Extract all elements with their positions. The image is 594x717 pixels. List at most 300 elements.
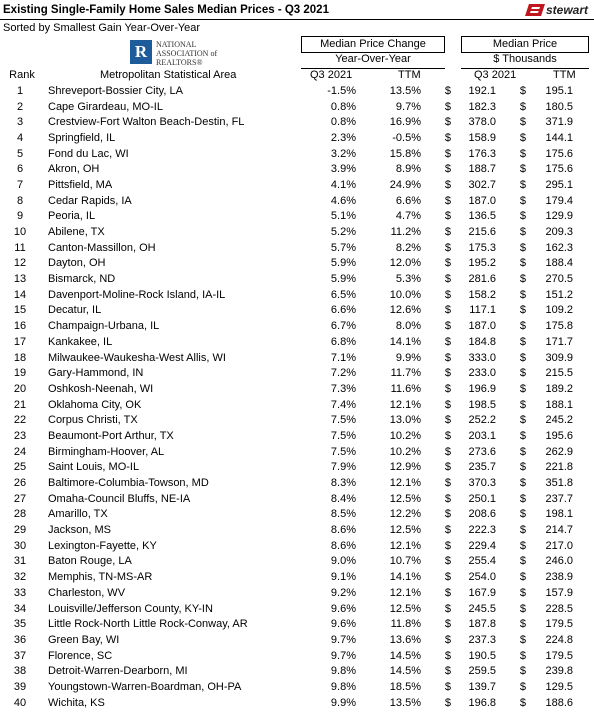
ttm-price-cell: 151.2	[545, 288, 573, 301]
q3-price-cell: 229.4	[468, 539, 496, 552]
ttm-change-cell: 12.2%	[389, 508, 421, 521]
metro-cell: Springfield, IL	[48, 131, 116, 144]
currency-cell: $	[444, 618, 451, 631]
rank-cell: 4	[16, 131, 24, 144]
rank-cell: 10	[13, 226, 27, 239]
currency-cell: $	[519, 680, 526, 693]
table-row	[0, 256, 583, 272]
ttm-change-cell: 18.5%	[389, 680, 421, 693]
page-subtitle: Sorted by Smallest Gain Year-Over-Year	[3, 22, 201, 34]
metro-cell: Crestview-Fort Walton Beach-Destin, FL	[48, 116, 245, 129]
q3-change-cell: 7.3%	[330, 382, 356, 395]
rank-cell: 18	[13, 351, 27, 364]
title-divider	[0, 19, 594, 20]
q3-change-cell: 2.3%	[330, 131, 356, 144]
q3-change-cell: 8.5%	[330, 508, 356, 521]
realtor-r-icon: R	[130, 40, 152, 64]
q3-change-cell: 3.9%	[330, 163, 356, 176]
table-row	[0, 365, 583, 381]
metro-cell: Champaign-Urbana, IL	[48, 320, 160, 333]
q3-change-cell: 9.6%	[330, 618, 356, 631]
currency-cell: $	[519, 586, 526, 599]
ttm-change-cell: 4.7%	[395, 210, 421, 223]
ttm-change-cell: 10.2%	[389, 445, 421, 458]
q3-price-cell: 259.5	[468, 665, 496, 678]
rank-cell: 25	[13, 461, 27, 474]
q3-change-cell: 7.4%	[330, 398, 356, 411]
currency-cell: $	[519, 555, 526, 568]
q3-price-cell: 176.3	[468, 147, 496, 160]
q3-price-cell: 235.7	[468, 461, 496, 474]
table-row	[0, 569, 583, 585]
ttm-price-cell: 175.6	[545, 163, 573, 176]
metro-cell: Memphis, TN-MS-AR	[48, 571, 153, 584]
currency-cell: $	[519, 618, 526, 631]
metro-cell: Abilene, TX	[48, 226, 105, 239]
rank-cell: 32	[13, 571, 27, 584]
price-subheader: $ Thousands	[493, 53, 557, 65]
currency-cell: $	[519, 461, 526, 474]
ttm-price-cell: 180.5	[545, 100, 573, 113]
currency-cell: $	[444, 100, 451, 113]
metro-cell: Milwaukee-Waukesha-West Allis, WI	[48, 351, 226, 364]
col-header-metro: Metropolitan Statistical Area	[100, 69, 237, 81]
metro-cell: Kankakee, IL	[48, 335, 113, 348]
ttm-change-cell: 10.7%	[389, 555, 421, 568]
currency-cell: $	[519, 492, 526, 505]
table-row	[0, 444, 583, 460]
metro-cell: Shreveport-Bossier City, LA	[48, 84, 183, 97]
ttm-price-cell: 175.6	[545, 147, 573, 160]
ttm-price-cell: 157.9	[545, 586, 573, 599]
q3-change-cell: 9.2%	[330, 586, 356, 599]
currency-cell: $	[519, 665, 526, 678]
table-row	[0, 240, 583, 256]
metro-cell: Cedar Rapids, IA	[48, 194, 132, 207]
q3-change-cell: 7.1%	[330, 351, 356, 364]
currency-cell: $	[519, 367, 526, 380]
ttm-price-cell: 270.5	[545, 273, 573, 286]
q3-price-cell: 139.7	[468, 680, 496, 693]
group-header-price-change: Median Price Change	[301, 36, 445, 53]
q3-price-cell: 370.3	[468, 477, 496, 490]
ttm-change-cell: 11.8%	[390, 618, 421, 631]
q3-price-cell: 117.1	[469, 304, 496, 317]
q3-price-cell: 187.0	[468, 320, 496, 333]
metro-cell: Davenport-Moline-Rock Island, IA-IL	[48, 288, 226, 301]
ttm-price-cell: 188.1	[545, 398, 573, 411]
table-row	[0, 193, 583, 209]
currency-cell: $	[519, 477, 526, 490]
metro-cell: Baton Rouge, LA	[48, 555, 132, 568]
ttm-change-cell: 12.5%	[389, 492, 421, 505]
q3-change-cell: 9.7%	[330, 633, 356, 646]
q3-change-cell: 9.1%	[330, 571, 356, 584]
q3-change-cell: 8.6%	[330, 539, 356, 552]
q3-price-cell: 273.6	[468, 445, 496, 458]
metro-cell: Decatur, IL	[48, 304, 102, 317]
currency-cell: $	[444, 194, 451, 207]
currency-cell: $	[444, 696, 451, 709]
metro-cell: Saint Louis, MO-IL	[48, 461, 140, 474]
q3-price-cell: 250.1	[468, 492, 496, 505]
q3-change-cell: 5.9%	[330, 273, 356, 286]
q3-price-cell: 252.2	[468, 414, 496, 427]
table-row	[0, 209, 583, 225]
table-row	[0, 554, 583, 570]
table-row	[0, 287, 583, 303]
q3-price-cell: 188.7	[468, 163, 496, 176]
currency-cell: $	[519, 335, 526, 348]
currency-cell: $	[444, 226, 451, 239]
page-title: Existing Single-Family Home Sales Median Prices - Q3 2021	[3, 4, 329, 16]
median-price-table	[0, 83, 583, 711]
ttm-price-cell: 188.6	[545, 696, 573, 709]
q3-price-cell: 198.5	[468, 398, 496, 411]
metro-cell: Florence, SC	[48, 649, 113, 662]
ttm-price-cell: 175.8	[545, 320, 573, 333]
currency-cell: $	[444, 680, 451, 693]
rank-cell: 20	[13, 382, 27, 395]
q3-price-cell: 196.8	[468, 696, 496, 709]
q3-price-cell: 192.1	[468, 84, 496, 97]
rank-cell: 9	[16, 210, 24, 223]
ttm-price-cell: 246.0	[545, 555, 573, 568]
rank-cell: 29	[13, 524, 27, 537]
q3-price-cell: 378.0	[468, 116, 496, 129]
q3-change-cell: 9.7%	[330, 649, 356, 662]
rank-cell: 36	[13, 633, 27, 646]
rank-cell: 37	[13, 649, 27, 662]
currency-cell: $	[519, 414, 526, 427]
q3-change-cell: 8.4%	[330, 492, 356, 505]
currency-cell: $	[519, 633, 526, 646]
table-row	[0, 146, 583, 162]
q3-change-cell: 5.1%	[330, 210, 356, 223]
q3-price-cell: 222.3	[468, 524, 496, 537]
table-row	[0, 161, 583, 177]
q3-price-cell: 190.5	[468, 649, 496, 662]
q3-change-cell: -1.5%	[327, 84, 356, 97]
metro-cell: Pittsfield, MA	[48, 178, 113, 191]
ttm-price-cell: 171.7	[545, 335, 573, 348]
q3-price-cell: 333.0	[468, 351, 496, 364]
ttm-change-cell: 11.2%	[390, 226, 421, 239]
ttm-price-cell: 239.8	[545, 665, 573, 678]
q3-price-cell: 158.2	[468, 288, 496, 301]
q3-price-cell: 187.0	[468, 194, 496, 207]
ttm-change-cell: 8.9%	[395, 163, 421, 176]
metro-cell: Wichita, KS	[48, 696, 105, 709]
q3-change-cell: 6.8%	[330, 335, 356, 348]
currency-cell: $	[519, 84, 526, 97]
currency-cell: $	[519, 163, 526, 176]
currency-cell: $	[444, 382, 451, 395]
rank-cell: 33	[13, 586, 27, 599]
q3-price-cell: 237.3	[468, 633, 496, 646]
ttm-price-cell: 195.6	[545, 429, 573, 442]
ttm-change-cell: 12.0%	[389, 257, 421, 270]
currency-cell: $	[519, 351, 526, 364]
q3-price-cell: 203.1	[468, 429, 496, 442]
q3-change-cell: 0.8%	[330, 100, 356, 113]
table-row	[0, 679, 583, 695]
q3-price-cell: 254.0	[468, 571, 496, 584]
ttm-change-cell: 15.8%	[389, 147, 421, 160]
currency-cell: $	[519, 696, 526, 709]
ttm-change-cell: -0.5%	[392, 131, 421, 144]
col-header-q3-price: Q3 2021	[474, 69, 517, 81]
ttm-change-cell: 12.1%	[389, 398, 421, 411]
currency-cell: $	[444, 665, 451, 678]
ttm-price-cell: 209.3	[545, 226, 573, 239]
ttm-change-cell: 24.9%	[389, 178, 421, 191]
currency-cell: $	[444, 539, 451, 552]
q3-change-cell: 3.2%	[330, 147, 356, 160]
rank-cell: 24	[13, 445, 27, 458]
currency-cell: $	[444, 555, 451, 568]
col-header-rank: Rank	[9, 69, 35, 81]
ttm-change-cell: 13.5%	[389, 84, 421, 97]
ttm-change-cell: 13.0%	[389, 414, 421, 427]
currency-cell: $	[444, 320, 451, 333]
currency-cell: $	[444, 398, 451, 411]
table-row	[0, 522, 583, 538]
table-row	[0, 585, 583, 601]
table-row	[0, 507, 583, 523]
q3-change-cell: 6.5%	[330, 288, 356, 301]
ttm-change-cell: 12.1%	[389, 586, 421, 599]
table-row	[0, 114, 583, 130]
ttm-change-cell: 11.7%	[390, 367, 421, 380]
currency-cell: $	[519, 178, 526, 191]
ttm-price-cell: 109.2	[545, 304, 573, 317]
q3-change-cell: 5.7%	[330, 241, 356, 254]
rank-cell: 30	[13, 539, 27, 552]
currency-cell: $	[519, 210, 526, 223]
currency-cell: $	[519, 131, 526, 144]
q3-change-cell: 5.2%	[330, 226, 356, 239]
currency-cell: $	[519, 539, 526, 552]
q3-change-cell: 5.9%	[330, 257, 356, 270]
ttm-change-cell: 12.6%	[389, 304, 421, 317]
ttm-price-cell: 129.9	[545, 210, 573, 223]
currency-cell: $	[444, 524, 451, 537]
currency-cell: $	[519, 508, 526, 521]
q3-change-cell: 9.6%	[330, 602, 356, 615]
currency-cell: $	[444, 84, 451, 97]
currency-cell: $	[444, 477, 451, 490]
currency-cell: $	[519, 241, 526, 254]
rank-cell: 1	[16, 84, 24, 97]
currency-cell: $	[519, 194, 526, 207]
rank-cell: 31	[13, 555, 27, 568]
stewart-logo-text: stewart	[545, 3, 588, 17]
metro-cell: Omaha-Council Bluffs, NE-IA	[48, 492, 191, 505]
table-row	[0, 397, 583, 413]
ttm-change-cell: 8.0%	[395, 320, 421, 333]
rank-cell: 12	[13, 257, 27, 270]
ttm-change-cell: 9.7%	[395, 100, 421, 113]
metro-cell: Canton-Massillon, OH	[48, 241, 156, 254]
currency-cell: $	[444, 429, 451, 442]
table-row	[0, 350, 583, 366]
table-row	[0, 663, 583, 679]
ttm-price-cell: 198.1	[545, 508, 573, 521]
metro-cell: Lexington-Fayette, KY	[48, 539, 157, 552]
currency-cell: $	[444, 508, 451, 521]
metro-cell: Jackson, MS	[48, 524, 111, 537]
table-row	[0, 303, 583, 319]
ttm-change-cell: 16.9%	[389, 116, 421, 129]
ttm-price-cell: 179.5	[545, 618, 573, 631]
rank-cell: 5	[16, 147, 24, 160]
table-row	[0, 271, 583, 287]
q3-price-cell: 167.9	[468, 586, 496, 599]
q3-price-cell: 136.5	[468, 210, 496, 223]
currency-cell: $	[519, 226, 526, 239]
rank-cell: 27	[13, 492, 27, 505]
q3-price-cell: 182.3	[468, 100, 496, 113]
ttm-price-cell: 179.4	[545, 194, 573, 207]
currency-cell: $	[444, 304, 451, 317]
table-row	[0, 632, 583, 648]
table-row	[0, 601, 583, 617]
currency-cell: $	[519, 602, 526, 615]
currency-cell: $	[444, 116, 451, 129]
ttm-change-cell: 14.5%	[389, 665, 421, 678]
rank-cell: 39	[13, 680, 27, 693]
rank-cell: 22	[13, 414, 27, 427]
currency-cell: $	[444, 633, 451, 646]
ttm-change-cell: 13.6%	[389, 633, 421, 646]
currency-cell: $	[444, 178, 451, 191]
q3-change-cell: 6.6%	[330, 304, 356, 317]
ttm-price-cell: 262.9	[545, 445, 573, 458]
currency-cell: $	[519, 398, 526, 411]
q3-price-cell: 175.3	[468, 241, 496, 254]
currency-cell: $	[519, 304, 526, 317]
currency-cell: $	[519, 147, 526, 160]
currency-cell: $	[444, 131, 451, 144]
table-row	[0, 428, 583, 444]
q3-price-cell: 233.0	[468, 367, 496, 380]
rank-cell: 38	[13, 665, 27, 678]
ttm-change-cell: 6.6%	[395, 194, 421, 207]
q3-change-cell: 7.2%	[330, 367, 356, 380]
metro-cell: Charleston, WV	[48, 586, 126, 599]
q3-change-cell: 7.5%	[330, 414, 356, 427]
currency-cell: $	[519, 100, 526, 113]
ttm-price-cell: 309.9	[545, 351, 573, 364]
rank-cell: 26	[13, 477, 27, 490]
q3-change-cell: 9.8%	[330, 665, 356, 678]
rank-cell: 40	[13, 696, 27, 709]
q3-change-cell: 6.7%	[330, 320, 356, 333]
ttm-change-cell: 12.5%	[389, 602, 421, 615]
currency-cell: $	[519, 571, 526, 584]
currency-cell: $	[519, 288, 526, 301]
table-row	[0, 616, 583, 632]
metro-cell: Oklahoma City, OK	[48, 398, 142, 411]
currency-cell: $	[519, 320, 526, 333]
currency-cell: $	[444, 210, 451, 223]
ttm-change-cell: 5.3%	[395, 273, 421, 286]
table-row	[0, 381, 583, 397]
currency-cell: $	[519, 524, 526, 537]
metro-cell: Peoria, IL	[48, 210, 96, 223]
col-header-ttm-price: TTM	[553, 69, 576, 81]
ttm-price-cell: 221.8	[545, 461, 573, 474]
q3-change-cell: 8.6%	[330, 524, 356, 537]
q3-change-cell: 9.9%	[330, 696, 356, 709]
q3-price-cell: 302.7	[468, 178, 496, 191]
table-row	[0, 491, 583, 507]
q3-price-cell: 196.9	[468, 382, 496, 395]
rank-cell: 3	[16, 116, 24, 129]
metro-cell: Fond du Lac, WI	[48, 147, 129, 160]
table-row	[0, 318, 583, 334]
table-row	[0, 99, 583, 115]
rank-cell: 23	[13, 429, 27, 442]
stewart-logo	[527, 2, 588, 18]
currency-cell: $	[444, 241, 451, 254]
currency-cell: $	[444, 163, 451, 176]
metro-cell: Baltimore-Columbia-Towson, MD	[48, 477, 209, 490]
metro-cell: Bismarck, ND	[48, 273, 116, 286]
ttm-change-cell: 12.9%	[389, 461, 421, 474]
nar-logo	[130, 40, 217, 67]
currency-cell: $	[444, 257, 451, 270]
ttm-change-cell: 12.5%	[389, 524, 421, 537]
currency-cell: $	[519, 257, 526, 270]
q3-change-cell: 8.3%	[330, 477, 356, 490]
stewart-logo-icon	[525, 4, 545, 16]
table-row	[0, 130, 583, 146]
currency-cell: $	[444, 602, 451, 615]
currency-cell: $	[444, 571, 451, 584]
currency-cell: $	[444, 492, 451, 505]
metro-cell: Beaumont-Port Arthur, TX	[48, 429, 174, 442]
q3-change-cell: 4.1%	[330, 178, 356, 191]
ttm-price-cell: 351.8	[545, 477, 573, 490]
ttm-price-cell: 162.3	[545, 241, 573, 254]
metro-cell: Green Bay, WI	[48, 633, 120, 646]
q3-change-cell: 7.5%	[330, 429, 356, 442]
currency-cell: $	[444, 147, 451, 160]
rank-cell: 17	[13, 335, 27, 348]
q3-change-cell: 7.5%	[330, 445, 356, 458]
ttm-price-cell: 238.9	[545, 571, 573, 584]
table-row	[0, 83, 583, 99]
rank-cell: 13	[13, 273, 27, 286]
ttm-change-cell: 8.2%	[395, 241, 421, 254]
metro-cell: Oshkosh-Neenah, WI	[48, 382, 154, 395]
ttm-price-cell: 237.7	[545, 492, 573, 505]
q3-change-cell: 7.9%	[330, 461, 356, 474]
ttm-price-cell: 189.2	[545, 382, 573, 395]
ttm-change-cell: 12.1%	[389, 539, 421, 552]
rank-cell: 7	[16, 178, 24, 191]
rank-cell: 19	[13, 367, 27, 380]
q3-price-cell: 187.8	[468, 618, 496, 631]
currency-cell: $	[444, 414, 451, 427]
ttm-price-cell: 371.9	[545, 116, 573, 129]
q3-price-cell: 215.6	[468, 226, 496, 239]
q3-price-cell: 245.5	[468, 602, 496, 615]
rank-cell: 35	[13, 618, 27, 631]
currency-cell: $	[519, 649, 526, 662]
